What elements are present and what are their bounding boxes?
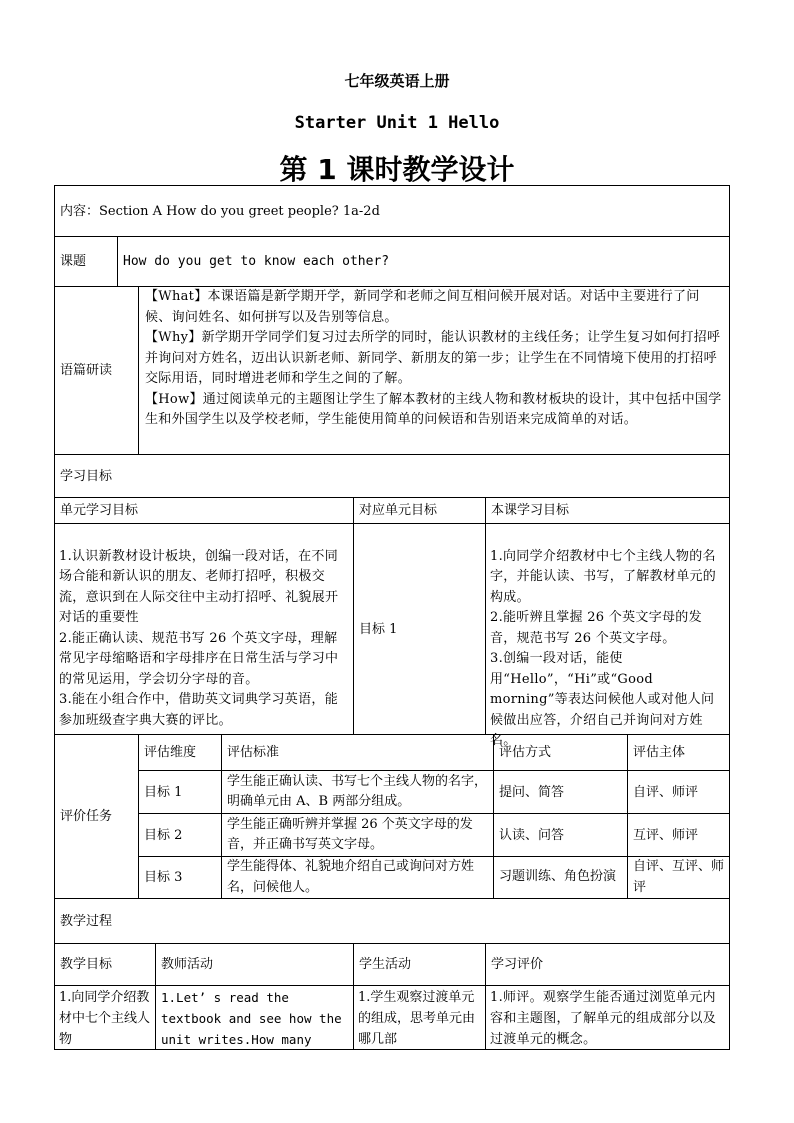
goals-col-map-label: 对应单元目标 xyxy=(359,503,438,518)
goals-map-cell xyxy=(353,523,486,735)
process-row-1-goal xyxy=(54,985,156,1050)
eval-header-subject xyxy=(627,734,730,771)
goals-lesson-text: 1.向同学介绍教材中七个主线人物的名字，并能认读、书写，了解教材单元的构成。 2.能听辨且掌握 26 个英文字母的发音，规范书写 26 个英文字母。 3.创编一段对话，能使用“Hello”，“Hi”或“Good morning”等表达问候他人或对他人问候做出应答，介绍自己并询问对方姓名。 xyxy=(490,548,717,748)
eval-header-dim-label: 评估维度 xyxy=(144,745,197,760)
topic-label: 课题 xyxy=(60,254,87,269)
process-header-eval-label: 学习评价 xyxy=(491,957,544,972)
process-section-cell xyxy=(54,898,730,944)
eval-row-2-subject xyxy=(627,813,730,857)
eval-row-1-std xyxy=(221,770,494,814)
eval-row-1-method xyxy=(493,770,628,814)
eval-row-2-method xyxy=(493,813,628,857)
content-text: 内容：Section A How do you greet people? 1a-2d xyxy=(60,203,380,219)
eval-header-method-label: 评估方式 xyxy=(499,745,552,760)
eval-method-2: 认读、问答 xyxy=(499,827,565,843)
goals-col-unit-label: 单元学习目标 xyxy=(60,503,139,518)
eval-row-3-std xyxy=(221,856,494,899)
eval-method-1: 提问、简答 xyxy=(499,784,565,800)
eval-row-3-dim xyxy=(138,856,222,899)
process-eval-1: 1.师评。观察学生能否通过浏览单元内容和主题图，了解单元的组成部分以及过渡单元的概念。 xyxy=(490,990,717,1047)
goals-col-lesson-label: 本课学习目标 xyxy=(491,503,570,518)
eval-method-3: 习题训练、角色扮演 xyxy=(499,869,617,885)
unit-title: Starter Unit 1 Hello xyxy=(294,113,500,133)
goals-section-title: 学习目标 xyxy=(60,468,113,484)
eval-std-1: 学生能正确认读、书写七个主线人物的名字，明确单元由 A、B 两部分组成。 xyxy=(227,773,488,809)
process-row-1-eval xyxy=(485,985,730,1050)
eval-dim-1: 目标 1 xyxy=(144,784,183,800)
eval-subject-1: 自评、师评 xyxy=(633,784,699,800)
goals-map-text: 目标 1 xyxy=(359,621,398,637)
eval-label-cell xyxy=(54,734,139,899)
process-header-teacher xyxy=(155,943,354,986)
process-header-teacher-label: 教师活动 xyxy=(161,957,214,972)
process-goal-1: 1.向同学介绍教材中七个主线人物 xyxy=(59,990,151,1047)
eval-row-3-method xyxy=(493,856,628,899)
goals-col-unit xyxy=(54,497,354,524)
process-student-1: 1.学生观察过渡单元的组成，思考单元由哪几部 xyxy=(358,990,476,1047)
goals-col-lesson xyxy=(485,497,730,524)
eval-std-2: 学生能正确听辨并掌握 26 个英文字母的发音，并正确书写英文字母。 xyxy=(227,816,473,852)
reading-what: 【What】本课语篇是新学期开学，新同学和老师之间互相问候开展对话。对话中主要进行了问候、询问姓名、如何拼写以及告别等信息。 xyxy=(145,289,700,325)
process-row-1-teacher xyxy=(155,985,354,1050)
eval-header-std xyxy=(221,734,494,771)
process-section-title: 教学过程 xyxy=(60,913,113,929)
eval-row-1-subject xyxy=(627,770,730,814)
eval-subject-3: 自评、互评、师评 xyxy=(633,859,725,895)
eval-label: 评价任务 xyxy=(60,809,113,824)
process-row-1-student xyxy=(353,985,486,1050)
eval-header-method xyxy=(493,734,628,771)
eval-row-3-subject xyxy=(627,856,730,899)
content-cell xyxy=(54,185,730,237)
reading-label-cell xyxy=(54,286,139,455)
reading-how: 【How】通过阅读单元的主题图让学生了解本教材的主线人物和教材板块的设计，其中包括中国学生和外国学生以及学校老师，学生能使用简单的问候语和告别语来完成简单的对话。 xyxy=(145,391,722,427)
eval-row-1-dim xyxy=(138,770,222,814)
book-title: 七年级英语上册 xyxy=(344,72,450,90)
eval-dim-2: 目标 2 xyxy=(144,827,183,843)
eval-subject-2: 互评、师评 xyxy=(633,827,699,843)
goals-section-cell xyxy=(54,454,730,498)
goals-lesson-cell xyxy=(485,523,730,748)
reading-label: 语篇研读 xyxy=(60,363,113,378)
topic-label-cell xyxy=(54,236,118,287)
eval-dim-3: 目标 3 xyxy=(144,870,183,885)
process-header-goal-label: 教学目标 xyxy=(60,957,113,972)
eval-row-2-dim xyxy=(138,813,222,857)
reading-content-cell xyxy=(138,286,730,455)
goals-unit-cell xyxy=(54,523,354,735)
process-teacher-1: 1.Let’ s read the textbook and see how the unit writes.How many xyxy=(161,990,342,1047)
lesson-title: 第 1 课时教学设计 xyxy=(279,153,515,186)
goals-unit-text: 1.认识新教材设计板块，创编一段对话，在不同场合能和新认识的朋友、老师打招呼，积极交流，意识到在人际交往中主动打招呼、礼貌展开对话的重要性 2.能正确认读、规范书写 26 个英文字母，理解常见字母缩略语和字母排序在日常生活与学习中的常见运用，学会切分字母的音。 3.能在小组合作中，借助英文词典学习英语，能参加班级查字典大赛的评比。 xyxy=(59,548,339,728)
eval-header-subject-label: 评估主体 xyxy=(633,745,686,760)
reading-why: 【Why】新学期开学同学们复习过去所学的同时，能认识教材的主线任务；让学生复习如何打招呼并询问对方姓名，迈出认识新老师、新同学、新朋友的第一步；让学生在不同情境下使用的打招呼交际用语，同时增进老师和学生之间的了解。 xyxy=(145,330,721,386)
process-header-student-label: 学生活动 xyxy=(359,957,412,972)
process-header-eval xyxy=(485,943,730,986)
topic-value-cell xyxy=(117,236,730,287)
process-header-goal xyxy=(54,943,156,986)
goals-col-map xyxy=(353,497,486,524)
eval-header-std-label: 评估标准 xyxy=(227,745,280,760)
eval-std-3: 学生能得体、礼貌地介绍自己或询问对方姓名，问候他人。 xyxy=(227,859,475,895)
eval-row-2-std xyxy=(221,813,494,857)
eval-header-dim xyxy=(138,734,222,771)
topic-value: How do you get to know each other? xyxy=(123,254,390,269)
process-header-student xyxy=(353,943,486,986)
